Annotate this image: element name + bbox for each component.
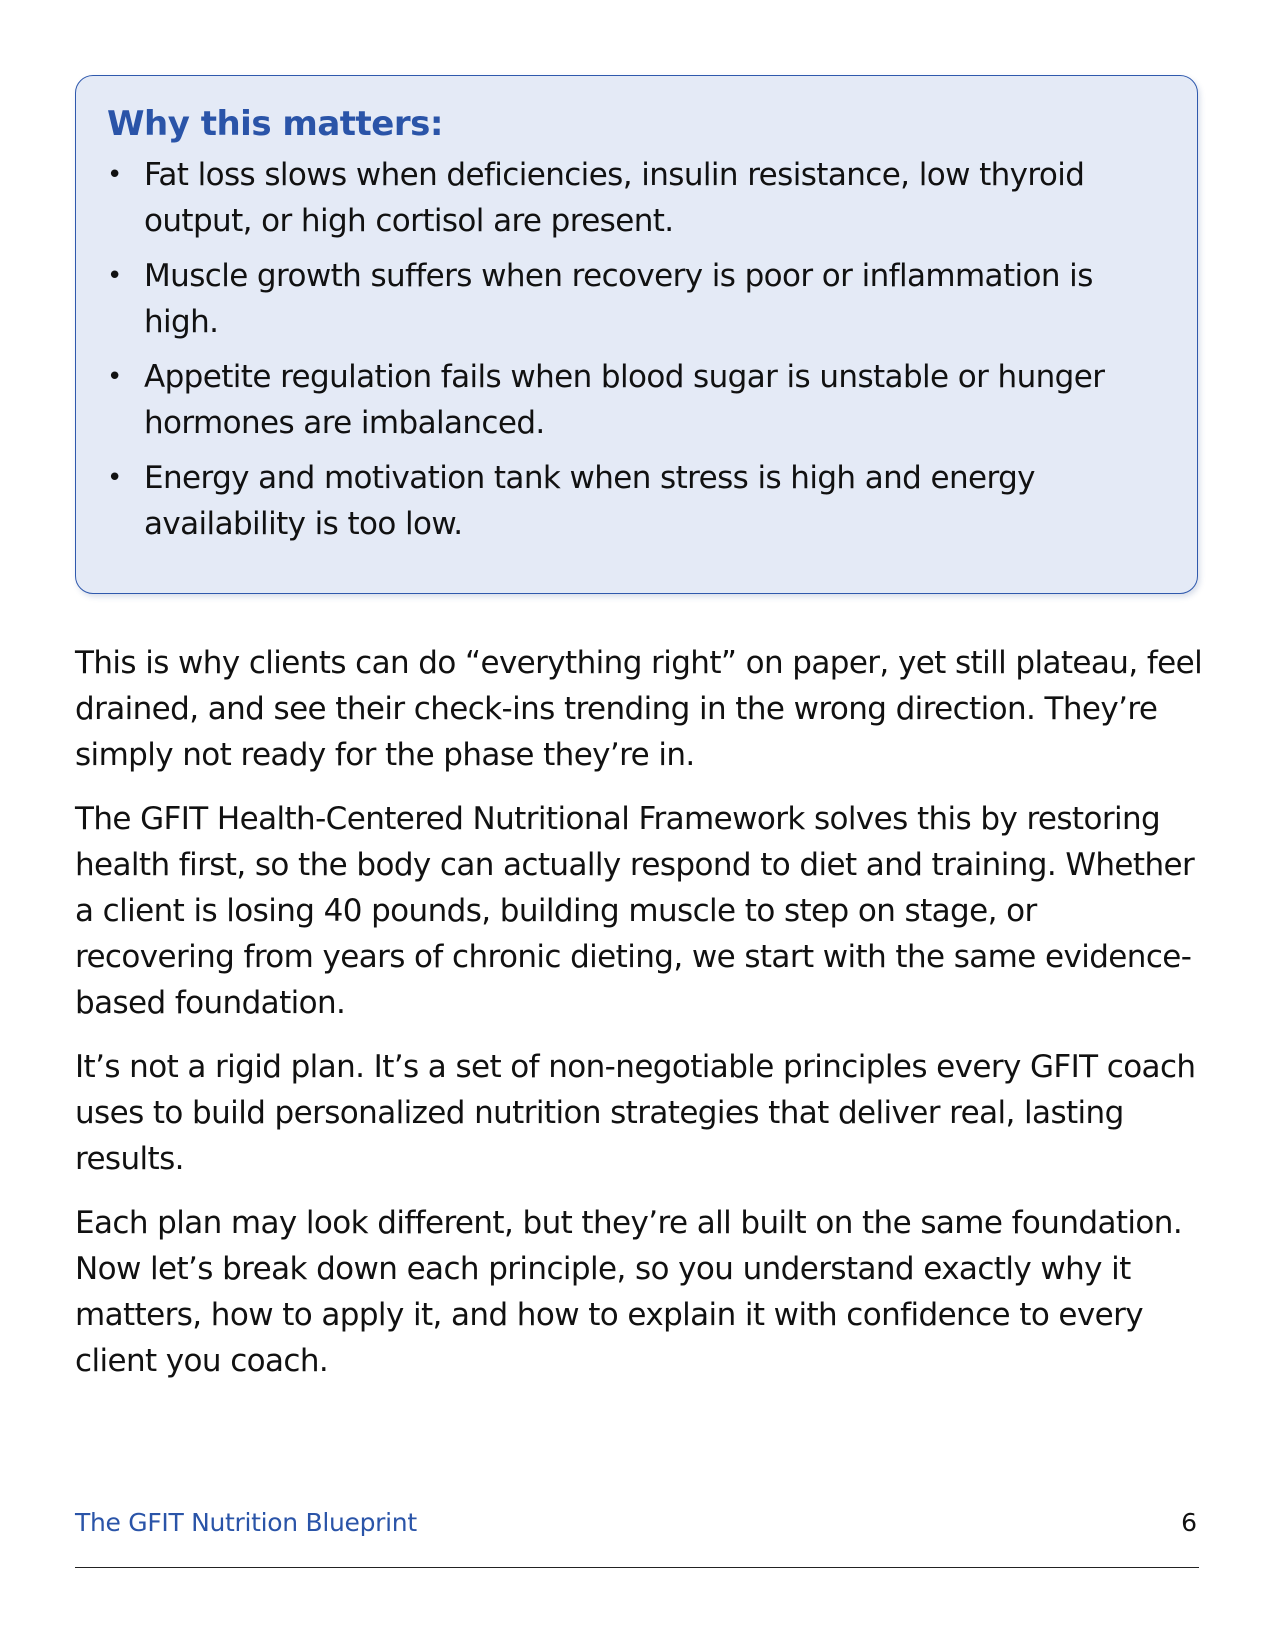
footer-page-number: 6 xyxy=(1181,1508,1197,1537)
bullet-dot-icon: • xyxy=(107,463,122,493)
footer-document-title: The GFIT Nutrition Blueprint xyxy=(75,1508,417,1537)
bullet-text: Fat loss slows when deficiencies, insulin resistance, low thyroid output, or high cortisol are present. xyxy=(144,157,1085,239)
callout-bullet-list xyxy=(107,152,1165,547)
paragraph: The GFIT Health-Centered Nutritional Framework solves this by restoring health first, so the body can actually respond to diet and training. Whether a client is losing 40 pounds, building muscle to step on stage, or recovering from years of chronic dieting, we start with the same evidence-based foundation. xyxy=(75,801,1195,1021)
bullet-dot-icon: • xyxy=(107,362,122,392)
bullet-dot-icon: • xyxy=(107,160,122,190)
bullet-item xyxy=(107,354,1165,446)
paragraph: It’s not a rigid plan. It’s a set of non-negotiable principles every GFIT coach uses to build personalized nutrition strategies that deliver real, lasting results. xyxy=(75,1049,1196,1177)
paragraph: Each plan may look different, but they’re all built on the same foundation. Now let’s break down each principle, so you understand exactly why it matters, how to apply it, and how to explain it with confidence to every client you coach. xyxy=(75,1205,1183,1379)
bullet-text: Appetite regulation fails when blood sugar is unstable or hunger hormones are imbalanced. xyxy=(144,359,1105,441)
paragraph: This is why clients can do “everything right” on paper, yet still plateau, feel drained, and see their check-ins trending in the wrong direction. They’re simply not ready for the phase they’re in. xyxy=(75,645,1203,773)
callout-title: Why this matters: xyxy=(107,104,443,144)
bullet-text: Muscle growth suffers when recovery is poor or inflammation is high. xyxy=(144,258,1093,340)
footer-divider xyxy=(75,1567,1199,1568)
bullet-item xyxy=(107,152,1165,244)
bullet-item xyxy=(107,253,1165,345)
bullet-item xyxy=(107,455,1165,547)
body-text xyxy=(75,640,1205,1402)
why-this-matters-callout xyxy=(75,75,1198,594)
bullet-text: Energy and motivation tank when stress is high and energy availability is too low. xyxy=(144,460,1035,542)
bullet-dot-icon: • xyxy=(107,261,122,291)
